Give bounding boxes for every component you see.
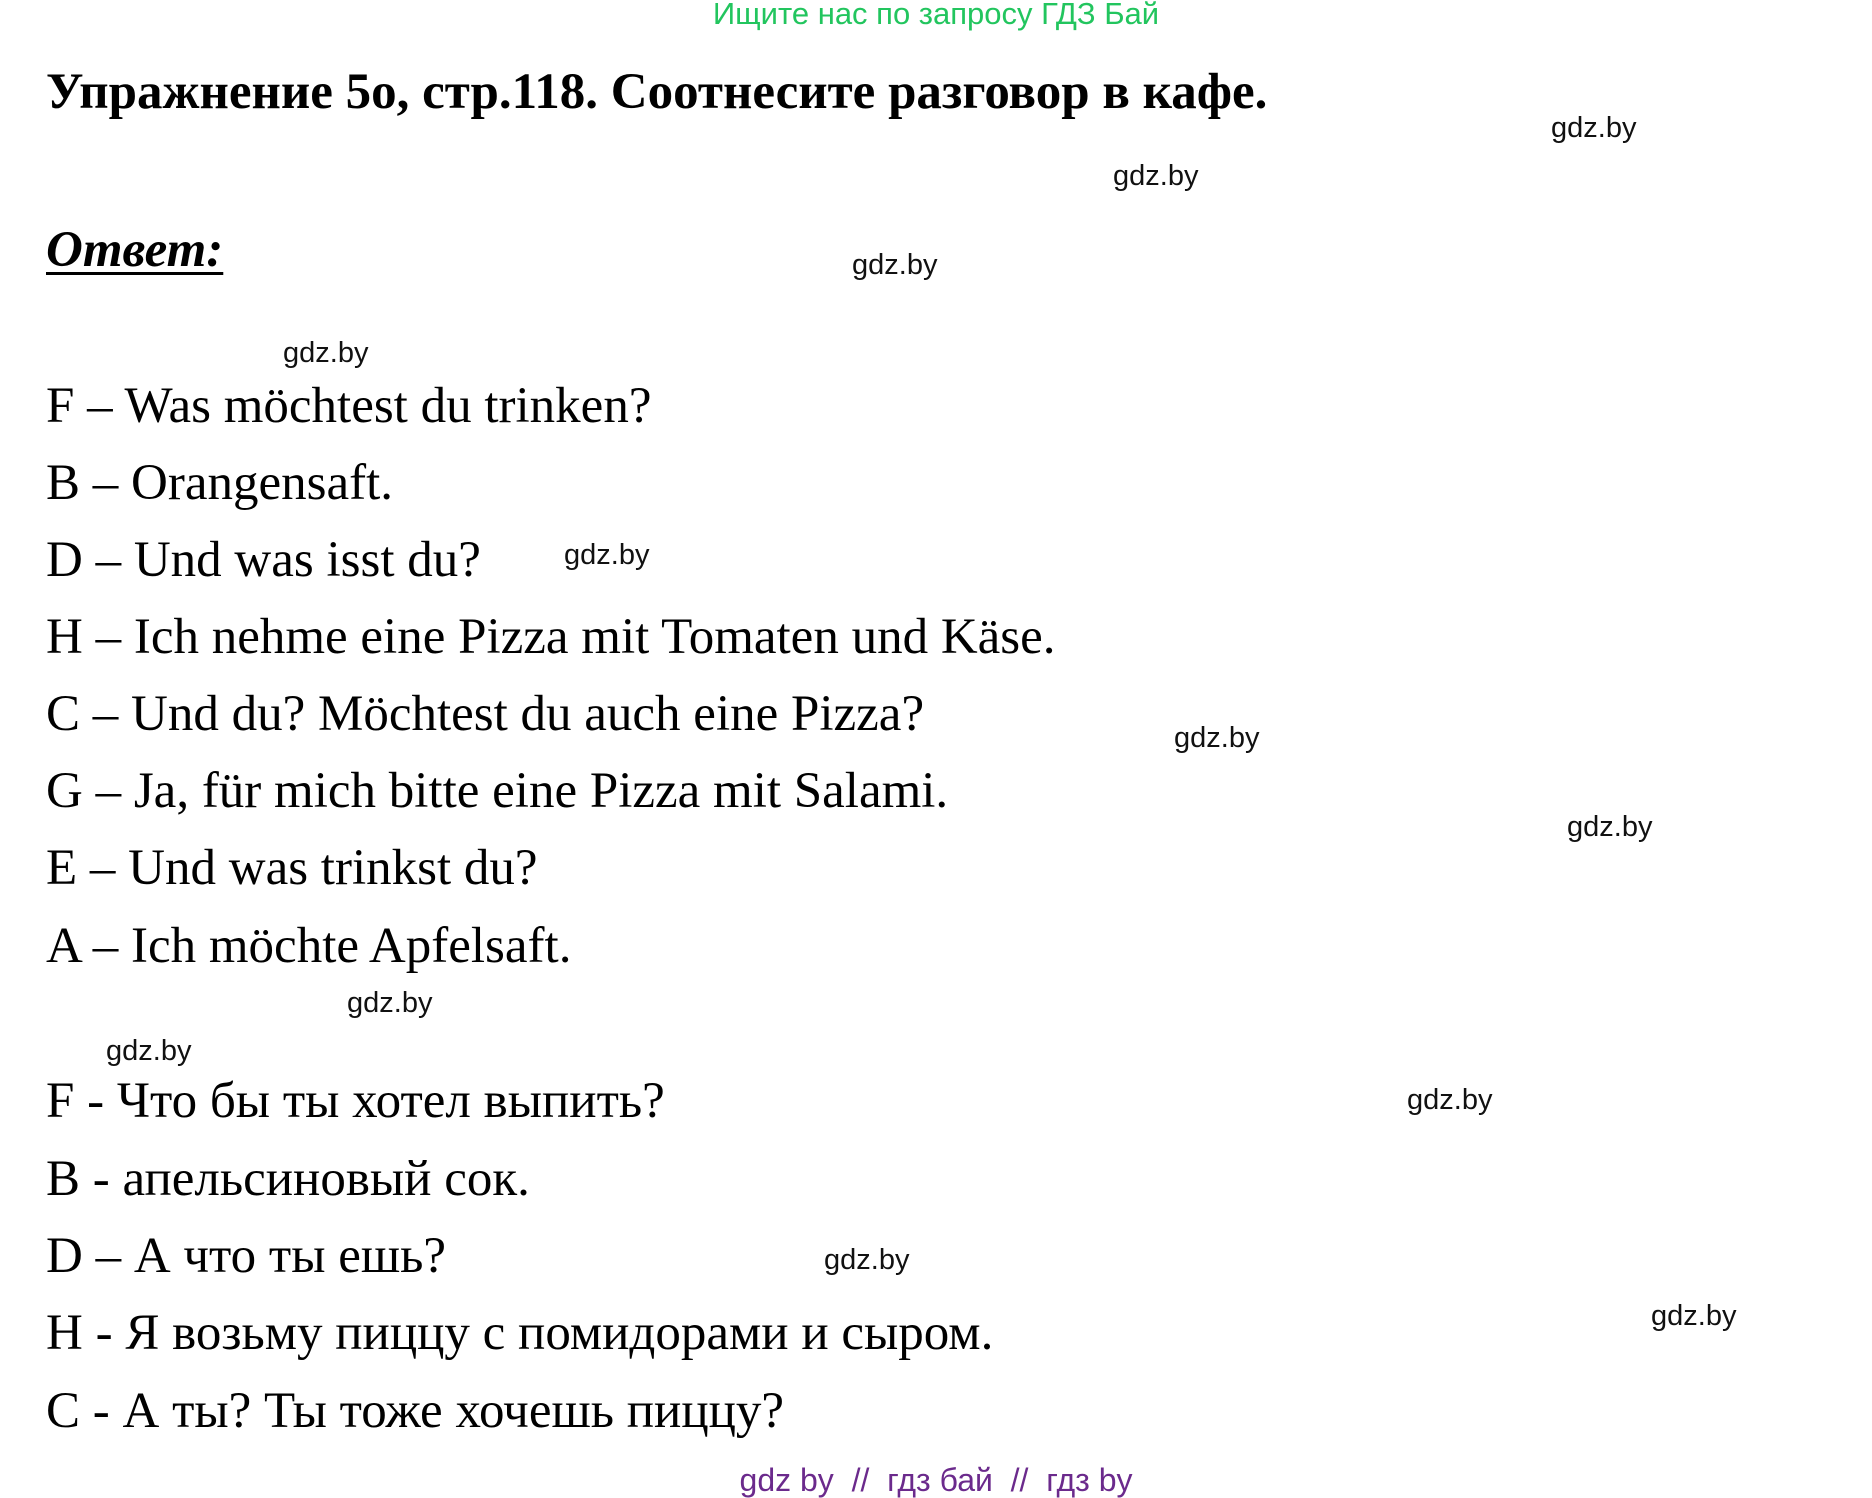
german-line: C – Und du? Möchtest du auch eine Pizza? xyxy=(46,686,925,742)
watermark: gdz.by xyxy=(283,337,369,369)
german-line: F – Was möchtest du trinken? xyxy=(46,378,652,434)
watermark: gdz.by xyxy=(1567,811,1653,843)
watermark: gdz.by xyxy=(347,987,433,1019)
answer-heading: Ответ: xyxy=(46,222,224,278)
russian-line: B - апельсиновый сок. xyxy=(46,1151,530,1207)
watermark: gdz.by xyxy=(1113,160,1199,192)
watermark: gdz.by xyxy=(564,539,650,571)
watermark: gdz.by xyxy=(1407,1084,1493,1116)
search-hint-banner: Ищите нас по запросу ГДЗ Бай xyxy=(712,0,1160,31)
german-line: E – Und was trinkst du? xyxy=(46,840,538,896)
watermark: gdz.by xyxy=(824,1244,910,1276)
page-title: Упражнение 5о, стр.118. Соотнесите разговор в кафе. xyxy=(46,64,1268,120)
german-line: H – Ich nehme eine Pizza mit Tomaten und Käse. xyxy=(46,609,1056,665)
russian-line: F - Что бы ты хотел выпить? xyxy=(46,1073,665,1129)
german-line: D – Und was isst du? xyxy=(46,532,481,588)
watermark: gdz.by xyxy=(106,1035,192,1067)
russian-line: D – А что ты ешь? xyxy=(46,1228,447,1284)
german-line: G – Ja, für mich bitte eine Pizza mit Salami. xyxy=(46,763,949,819)
german-line: A – Ich möchte Apfelsaft. xyxy=(46,918,572,974)
footer-links: gdz by // гдз бай // гдз by xyxy=(739,1462,1133,1498)
watermark: gdz.by xyxy=(1651,1300,1737,1332)
watermark: gdz.by xyxy=(1551,112,1637,144)
watermark: gdz.by xyxy=(852,249,938,281)
russian-line: H - Я возьму пиццу с помидорами и сыром. xyxy=(46,1305,994,1361)
watermark: gdz.by xyxy=(1174,722,1260,754)
german-line: B – Orangensaft. xyxy=(46,455,393,511)
russian-line: C - А ты? Ты тоже хочешь пиццу? xyxy=(46,1383,785,1439)
